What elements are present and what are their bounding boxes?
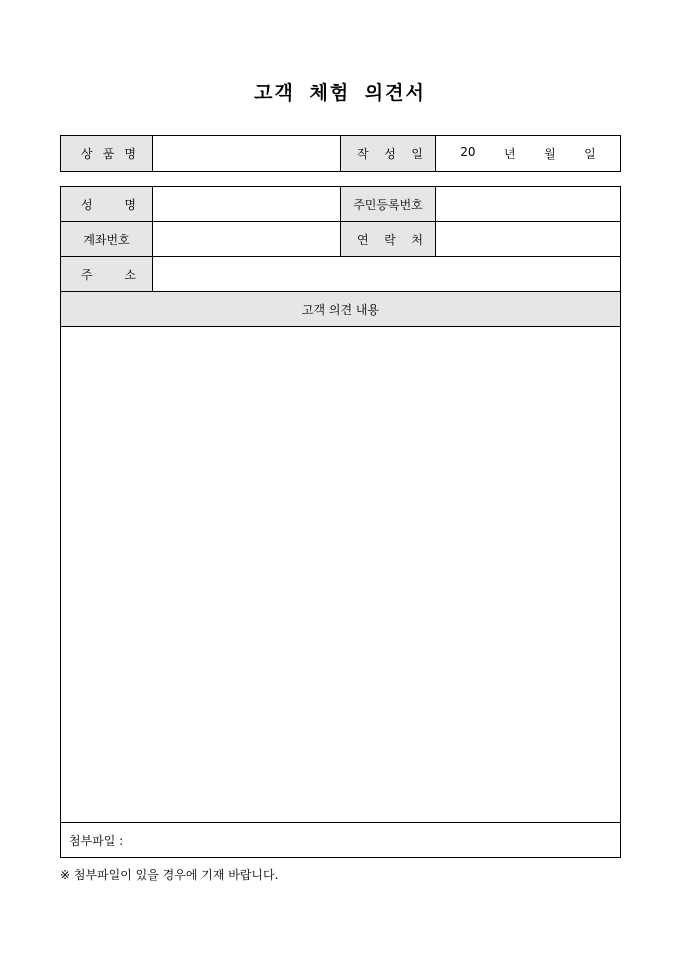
name-field[interactable] xyxy=(153,187,341,222)
name-label: 성 명 xyxy=(61,187,153,222)
product-name-field[interactable] xyxy=(153,136,341,172)
date-month-unit: 월 xyxy=(544,147,556,161)
address-field[interactable] xyxy=(153,257,621,292)
attachment-label: 첨부파일 : xyxy=(69,833,124,848)
date-year-prefix: 20 xyxy=(460,145,476,159)
product-name-label: 상 품 명 xyxy=(61,136,153,172)
footnote: ※ 첨부파일이 있을 경우에 기재 바랍니다. xyxy=(60,868,279,882)
address-label: 주 소 xyxy=(61,257,153,292)
opinion-content-area[interactable] xyxy=(61,327,621,823)
written-date-field[interactable] xyxy=(436,136,621,172)
product-table xyxy=(60,135,621,172)
rrn-label: 주민등록번호 xyxy=(341,187,436,222)
date-year-unit: 년 xyxy=(504,147,516,161)
rrn-field[interactable] xyxy=(436,187,621,222)
opinion-header: 고객 의견 내용 xyxy=(61,292,621,327)
contact-field[interactable] xyxy=(436,222,621,257)
written-date-label: 작 성 일 xyxy=(341,136,436,172)
customer-info-table xyxy=(60,186,621,858)
account-field[interactable] xyxy=(153,222,341,257)
attachment-row[interactable] xyxy=(61,823,621,858)
contact-label: 연 락 처 xyxy=(341,222,436,257)
account-label: 계좌번호 xyxy=(61,222,153,257)
date-day-unit: 일 xyxy=(584,147,596,161)
document-title: 고객 체험 의견서 xyxy=(254,82,426,104)
